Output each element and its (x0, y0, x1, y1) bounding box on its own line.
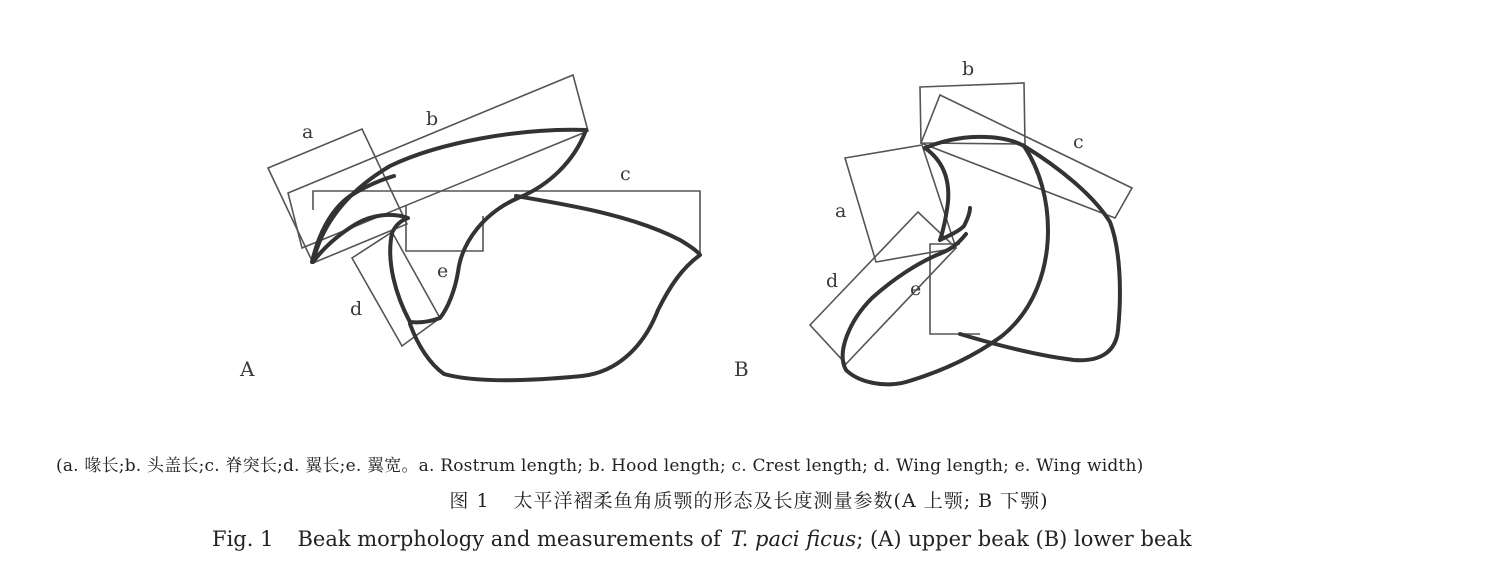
caption-cn-fig-number: 图 1 (449, 490, 490, 512)
panel-a-label-d: d (350, 298, 363, 320)
panel-a-upper-beak (239, 75, 700, 381)
panel-a-label-e: e (437, 260, 449, 282)
upper-beak-rostrum-outline (313, 130, 586, 323)
caption-cn-title: 太平洋褶柔鱼角质颚的形态及长度测量参数(A 上颚; B 下颚) (513, 490, 1049, 512)
panel-b-label-e: e (910, 278, 922, 300)
panel-a-label-a: a (302, 121, 314, 143)
caption-en-species: T. paci ficus (730, 527, 857, 551)
caption-en-fig-number: Fig. 1 (212, 527, 274, 551)
measure-box-b (288, 75, 588, 248)
panel-b-label-c: c (1073, 131, 1084, 153)
panel-b-label-a: a (835, 200, 847, 222)
measure-box-b (920, 83, 1025, 144)
panel-b-label-b: b (962, 58, 975, 80)
panel-b-lower-beak (734, 58, 1132, 384)
lower-beak-inner-outline (925, 148, 948, 240)
figure-caption-english (212, 527, 1192, 551)
measure-box-c (921, 95, 1132, 218)
panel-a-label-c: c (620, 163, 631, 185)
panel-b-title: B (734, 357, 749, 381)
figure-caption-chinese (0, 486, 1498, 513)
figure-legend: (a. 喙长;b. 头盖长;c. 脊突长;d. 翼长;e. 翼宽。a. Rostrum length; b. Hood length; c. Crest length; d. Wing length; e. Wing width) (56, 456, 1144, 476)
panel-a-label-b: b (426, 108, 439, 130)
measure-box-e (406, 206, 483, 251)
measure-box-e (930, 244, 980, 334)
panel-a-title: A (240, 357, 255, 381)
panel-b-label-d: d (826, 270, 839, 292)
caption-en-title-pre: Beak morphology and measurements of (297, 527, 721, 551)
caption-en-title-post: ; (A) upper beak (B) lower beak (856, 527, 1192, 551)
